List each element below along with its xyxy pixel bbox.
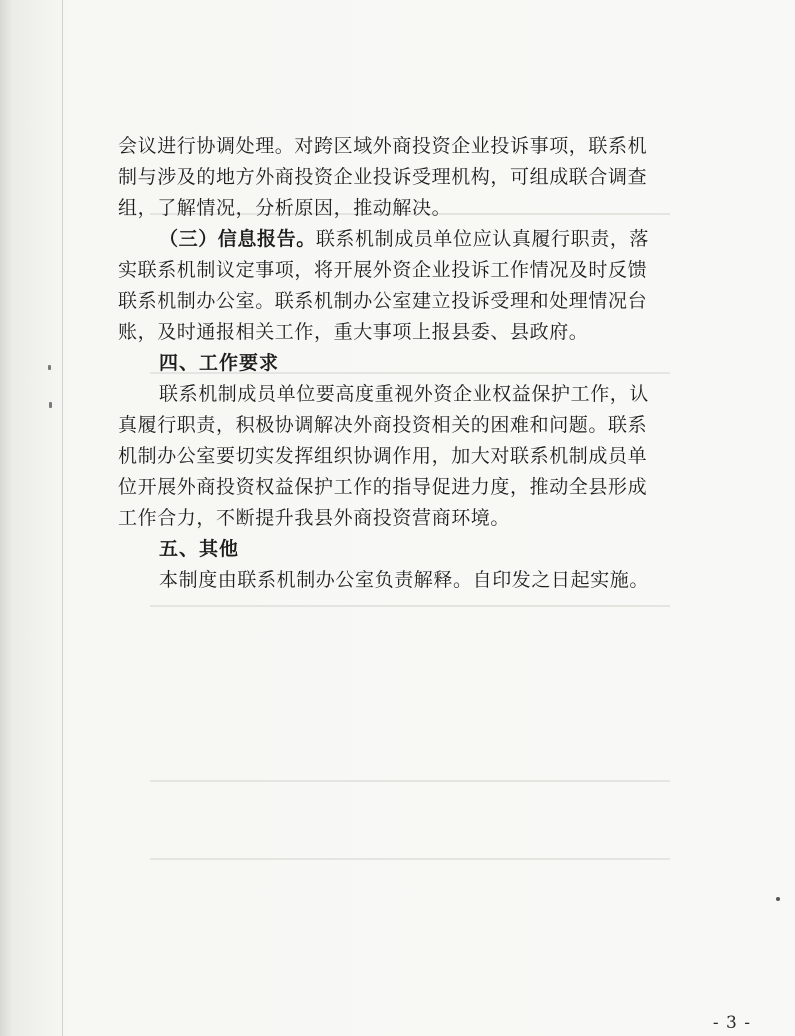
- body-text: [118, 131, 703, 596]
- section-heading: 四、工作要求: [159, 352, 280, 374]
- text-line: 机制办公室要切实发挥组织协调作用，加大对联系机制成员单: [118, 445, 648, 467]
- scan-edge-shadow: [0, 0, 12, 1036]
- text-line: 工作合力，不断提升我县外商投资营商环境。: [118, 507, 511, 529]
- bleed-through-line: [150, 858, 670, 860]
- section-heading: 五、其他: [159, 538, 240, 560]
- text-line: 联系机制办公室。联系机制办公室建立投诉受理和处理情况台: [118, 290, 648, 312]
- text-line: 组，了解情况，分析原因，推动解决。: [118, 197, 452, 219]
- binding-hole-mark: [48, 365, 51, 370]
- bleed-through-line: [150, 780, 670, 782]
- scan-speck: [776, 897, 780, 901]
- text-line: 位开展外商投资权益保护工作的指导促进力度，推动全县形成: [118, 476, 648, 498]
- text-line: 本制度由联系机制办公室负责解释。自印发之日起实施。: [159, 569, 650, 591]
- text-line: 联系机制成员单位要高度重视外资企业权益保护工作，认: [159, 383, 650, 405]
- text-line: 真履行职责，积极协调解决外商投资相关的困难和问题。联系: [118, 414, 648, 436]
- binding-fold-line: [62, 0, 63, 1036]
- text-line: 账，及时通报相关工作，重大事项上报县委、县政府。: [118, 321, 589, 343]
- text-line: [118, 224, 703, 255]
- binding-hole-mark: [49, 402, 52, 408]
- subsection-lead: （三）信息报告。: [159, 228, 316, 250]
- text-line-body: 联系机制成员单位应认真履行职责，落: [315, 228, 650, 250]
- bleed-through-line: [150, 605, 670, 607]
- text-line: 实联系机制议定事项，将开展外资企业投诉工作情况及时反馈: [118, 259, 648, 281]
- page-number: - 3 -: [712, 1013, 751, 1033]
- text-line: 制与涉及的地方外商投资企业投诉受理机构，可组成联合调查: [118, 166, 648, 188]
- text-line: 会议进行协调处理。对跨区域外商投资企业投诉事项，联系机: [118, 135, 648, 157]
